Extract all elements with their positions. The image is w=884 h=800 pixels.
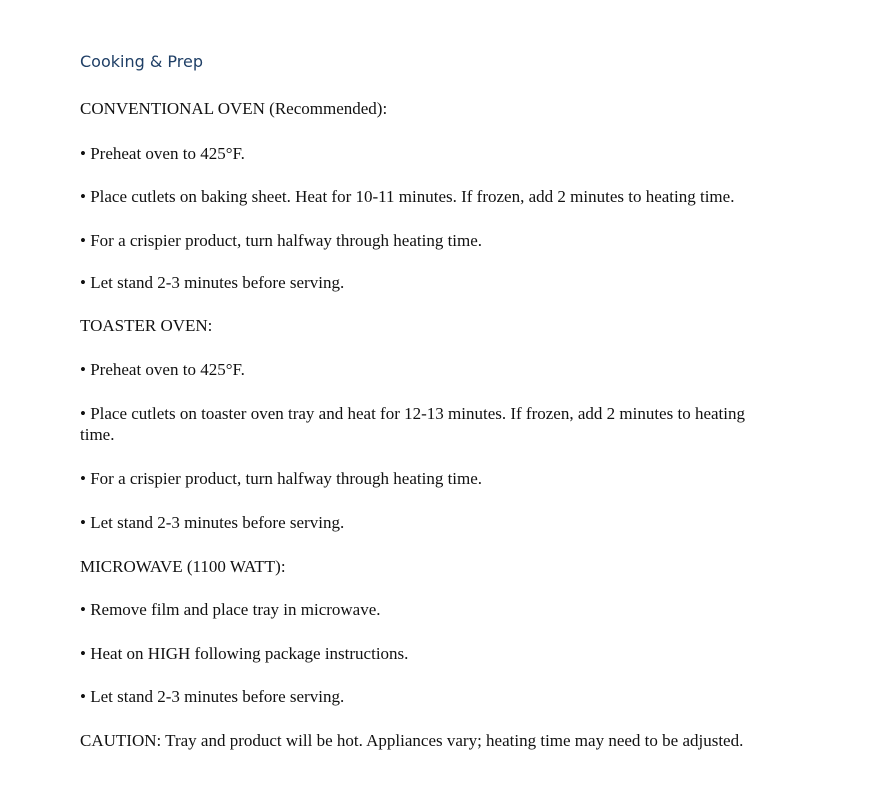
list-item: • Heat on HIGH following package instructions. bbox=[80, 644, 409, 663]
list-item: • For a crispier product, turn halfway through heating time. bbox=[80, 469, 483, 488]
list-item: • Place cutlets on baking sheet. Heat for 10-11 minutes. If frozen, add 2 minutes to heating time. bbox=[80, 187, 735, 206]
list-item: • For a crispier product, turn halfway through heating time. bbox=[80, 231, 483, 250]
section-heading-toaster-oven: TOASTER OVEN: bbox=[80, 316, 213, 335]
list-item: • Remove film and place tray in microwave. bbox=[80, 600, 381, 619]
list-item: • Preheat oven to 425°F. bbox=[80, 144, 245, 163]
page-title: Cooking & Prep bbox=[80, 52, 203, 71]
list-item: • Let stand 2-3 minutes before serving. bbox=[80, 687, 345, 706]
list-item: • Preheat oven to 425°F. bbox=[80, 360, 245, 379]
list-item: • Place cutlets on toaster oven tray and heat for 12-13 minutes. If frozen, add 2 minutes to heating time. bbox=[80, 404, 745, 444]
section-heading-conventional-oven: CONVENTIONAL OVEN (Recommended): bbox=[80, 99, 388, 118]
section-heading-microwave: MICROWAVE (1100 WATT): bbox=[80, 557, 286, 576]
list-item: • Let stand 2-3 minutes before serving. bbox=[80, 513, 345, 532]
list-item: • Let stand 2-3 minutes before serving. bbox=[80, 273, 345, 292]
caution-note: CAUTION: Tray and product will be hot. Appliances vary; heating time may need to be adjusted. bbox=[80, 731, 744, 750]
